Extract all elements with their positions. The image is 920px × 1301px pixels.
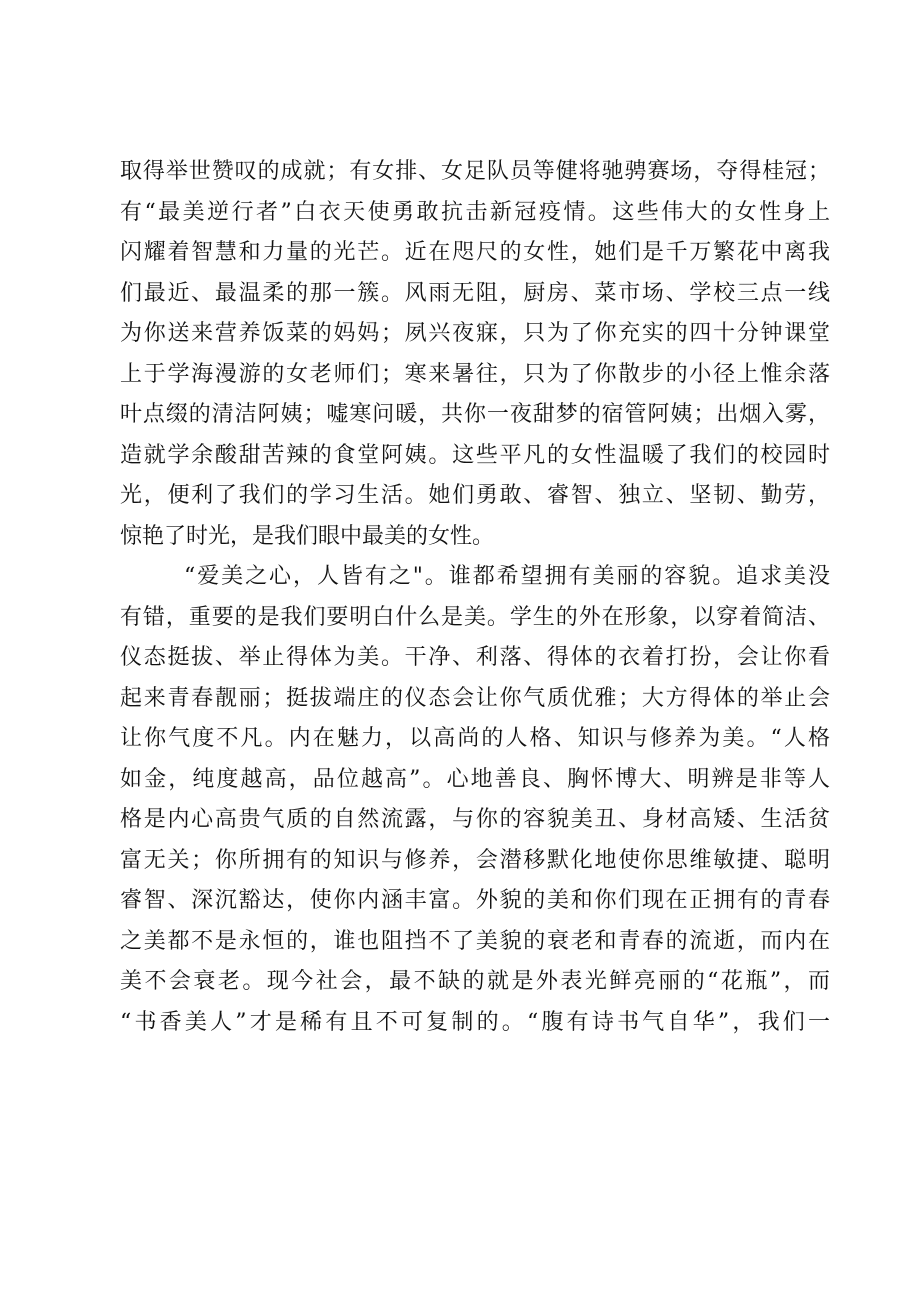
body-text — [120, 152, 830, 1043]
paragraph-2-line: “爱美之心，人皆有之"。谁都希望拥有美丽的容貌。追求美没 — [184, 564, 830, 589]
paragraph-2-line: 让你气度不凡。内在魅力，以高尚的人格、知识与修养为美。“人格 — [120, 726, 830, 751]
paragraph-2-line: 富无关；你所拥有的知识与修养，会潜移默化地使你思维敏捷、聪明 — [120, 847, 830, 873]
paragraph-1-line: 叶点缀的清洁阿姨；嘘寒问暖，共你一夜甜梦的宿管阿姨；出烟入雾， — [120, 402, 830, 427]
paragraph-1-line: 光，便利了我们的学习生活。她们勇敢、睿智、独立、坚韧、勤劳， — [120, 483, 830, 508]
paragraph-1-line: 们最近、最温柔的那一簇。风雨无阻，厨房、菜市场、学校三点一线 — [120, 280, 830, 306]
paragraph-1-line: 取得举世赞叹的成就；有女排、女足队员等健将驰骋赛场，夺得桂冠； — [120, 159, 830, 184]
paragraph-2-line: 仪态挺拔、举止得体为美。干净、利落、得体的衣着打扮，会让你看 — [120, 645, 830, 670]
paragraph-2-line: “书香美人”才是稀有且不可复制的。“腹有诗书气自华”，我们一 — [120, 1009, 830, 1035]
paragraph-2-line: 有错，重要的是我们要明白什么是美。学生的外在形象，以穿着简洁、 — [120, 604, 830, 630]
paragraph-2-line: 睿智、深沉豁达，使你内涵丰富。外貌的美和你们现在正拥有的青春 — [120, 888, 830, 913]
paragraph-2-line: 之美都不是永恒的，谁也阻挡不了美貌的衰老和青春的流逝，而内在 — [120, 928, 830, 954]
paragraph-1-line: 造就学余酸甜苦辣的食堂阿姨。这些平凡的女性温暖了我们的校园时 — [120, 442, 830, 468]
paragraph-1-line: 闪耀着智慧和力量的光芒。近在咫尺的女性，她们是千万繁花中离我 — [120, 240, 830, 265]
paragraph-2-line: 格是内心高贵气质的自然流露，与你的容貌美丑、身材高矮、生活贫 — [120, 807, 830, 832]
paragraph-1-line: 为你送来营养饭菜的妈妈；夙兴夜寐，只为了你充实的四十分钟课堂 — [120, 321, 830, 346]
paragraph-1-line: 有“最美逆行者”白衣天使勇敢抗击新冠疫情。这些伟大的女性身上 — [120, 199, 830, 225]
paragraph-1-line: 上于学海漫游的女老师们；寒来暑往，只为了你散步的小径上惟余落 — [120, 361, 830, 387]
paragraph-2-line: 起来青春靓丽；挺拔端庄的仪态会让你气质优雅；大方得体的举止会 — [120, 685, 830, 711]
paragraph-2-line: 如金，纯度越高，品位越高”。心地善良、胸怀博大、明辨是非等人 — [120, 766, 830, 792]
paragraph-2-line: 美不会衰老。现今社会，最不缺的就是外表光鲜亮丽的“花瓶”，而 — [120, 969, 830, 994]
paragraph-1-line: 惊艳了时光，是我们眼中最美的女性。 — [120, 523, 495, 549]
